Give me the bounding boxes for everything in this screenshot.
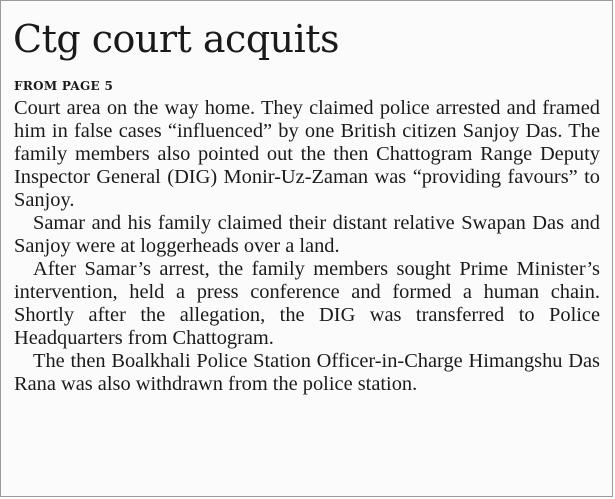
- article-body: [14, 97, 600, 396]
- headline: Ctg court acquits: [13, 17, 340, 61]
- article-paragraph: The then Boalkhali Police Station Officer-in-Charge Himangshu Das Rana was also withdrawn from the police station.: [14, 350, 600, 395]
- article-paragraph: Samar and his family claimed their distant relative Swapan Das and Sanjoy were at loggerheads over a land.: [14, 212, 600, 257]
- article-paragraph: After Samar’s arrest, the family members sought Prime Minister’s intervention, held a press conference and formed a human chain. Shortly after the allegation, the DIG was transferred to Police Headquarters from Chattogram.: [14, 258, 600, 349]
- continuation-label: FROM PAGE 5: [14, 79, 114, 93]
- article-paragraph: Court area on the way home. They claimed police arrested and framed him in false cases “influenced” by one British citizen Sanjoy Das. The family members also pointed out the then Chattogram Range Deputy Inspector General (DIG) Monir-Uz-Zaman was “providing favours” to Sanjoy.: [14, 97, 600, 211]
